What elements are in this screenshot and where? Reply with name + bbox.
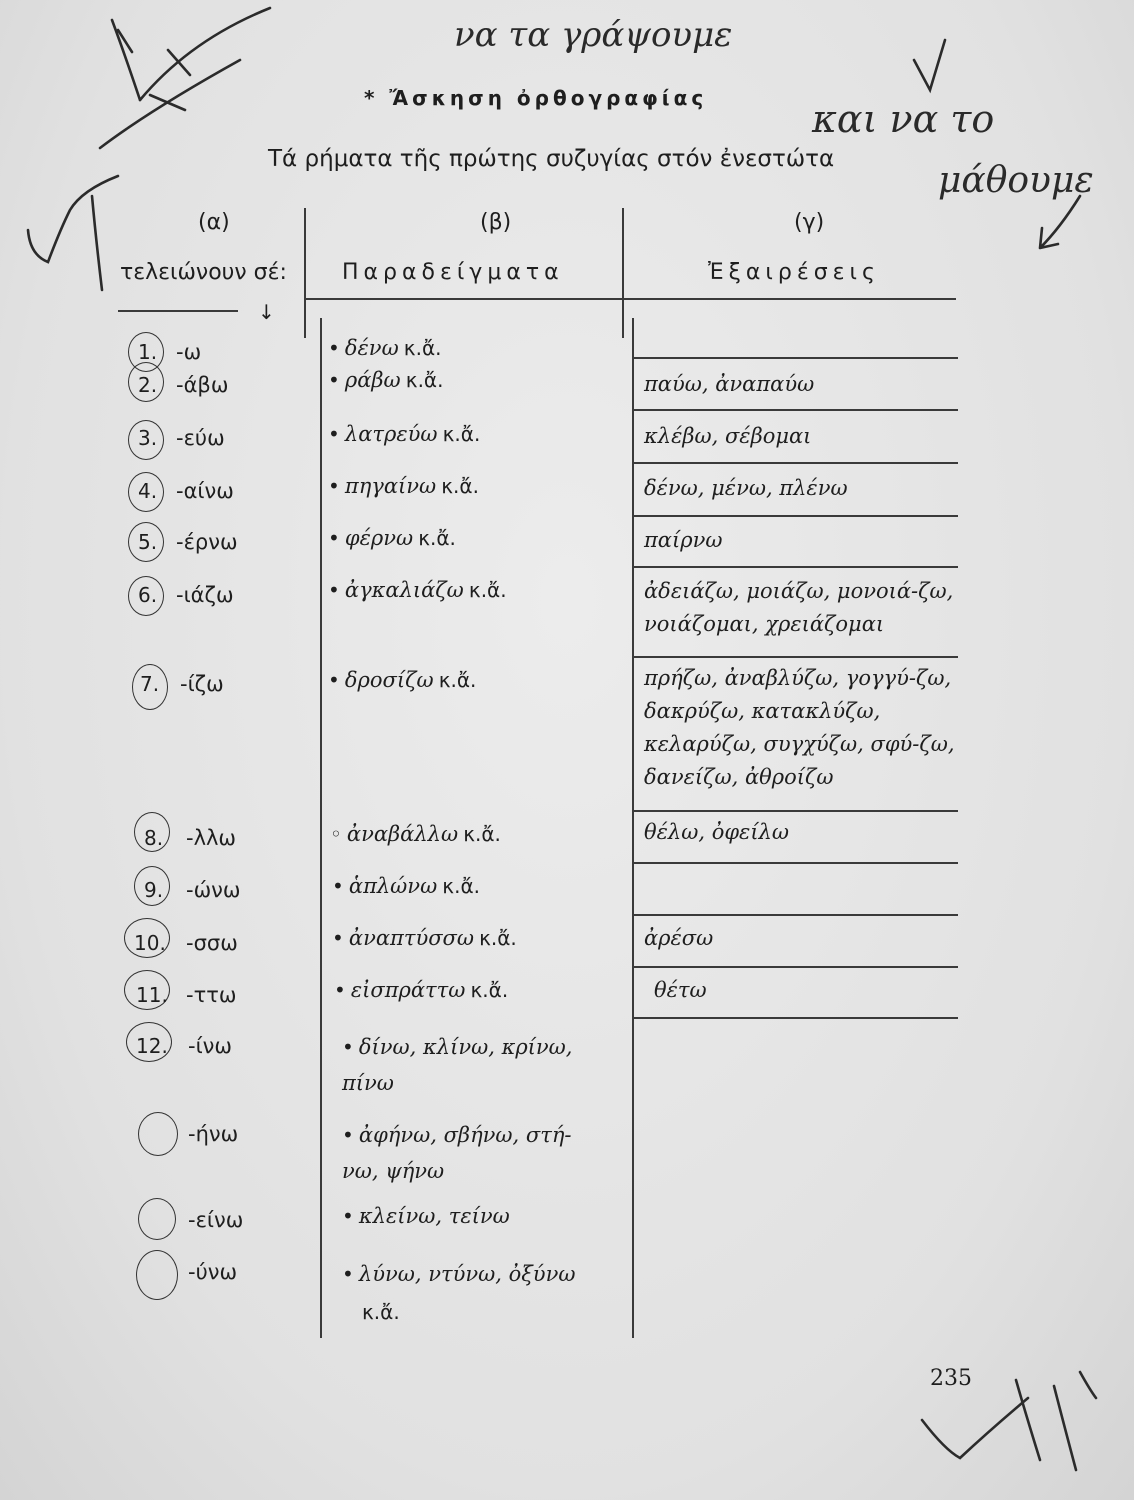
row-suffix: -ω [176,340,202,364]
row-suffix: -ύνω [188,1260,238,1284]
handwritten-note-right-2: μάθουμε [938,160,1094,201]
row-number: 12. [136,1034,168,1058]
row-exceptions: ἀδειάζω, μοιάζω, μονοιά-ζω, νοιάζομαι, χρειάζομαι [644,579,954,636]
row-exceptions: θέλω, ὀφείλω [644,820,789,844]
page-number: 235 [930,1366,972,1391]
row-example: • δένω κ.ἄ. [328,336,442,360]
column-c-label: (γ) [794,210,825,235]
row-number: 9. [144,878,164,902]
checkmark-icon [140,8,270,100]
row-example: • λύνω, ντύνω, ὀξύνω κ.ἄ. [342,1262,576,1324]
row-suffix: -άβω [176,373,229,397]
row-example: • δροσίζω κ.ἄ. [328,668,477,692]
column-b-label: (β) [480,210,512,235]
row-example: • εἰσπράττω κ.ἄ. [334,978,509,1002]
checkmark-icon [922,1398,1028,1458]
row-example: • δίνω, κλίνω, κρίνω, πίνω [342,1035,573,1095]
row-exceptions: δένω, μένω, πλένω [644,476,848,500]
row-suffix: -έρνω [176,530,238,554]
row-example: • ἀγκαλιάζω κ.ἄ. [328,578,507,602]
row-suffix: -αίνω [176,479,234,503]
row-number: 5. [138,530,158,554]
checkmark-icon [914,40,945,90]
row-suffix: -ίζω [180,672,224,696]
row-number: 11. [136,983,168,1007]
row-example: • ἀναπτύσσω κ.ἄ. [332,926,517,950]
row-example: • ράβω κ.ἄ. [328,368,444,392]
row-number: 3. [138,426,158,450]
row-example: • πηγαίνω κ.ἄ. [328,474,479,498]
down-arrow-icon: ↓ [258,300,275,324]
row-number: 2. [138,373,158,397]
column-a-caption: τελειώνουν σέ: [120,260,287,285]
column-b-caption: Παραδείγματα [342,260,564,285]
row-exceptions: παύω, ἀναπαύω [644,372,815,396]
row-example: ◦ ἀναβάλλω κ.ἄ. [330,822,501,846]
row-suffix: -εύω [176,426,225,450]
row-number: 4. [138,479,158,503]
row-exceptions: θέτω [654,978,707,1002]
row-suffix: -λλω [186,826,237,850]
row-suffix: -είνω [188,1208,244,1232]
column-c-caption: Ἐξαιρέσεις [708,260,880,285]
row-number: 6. [138,583,158,607]
row-number: 10. [134,931,166,955]
row-exceptions: κλέβω, σέβομαι [644,424,812,448]
row-example: • φέρνω κ.ἄ. [328,526,456,550]
row-exceptions: παίρνω [644,528,723,552]
row-suffix: -ήνω [188,1122,239,1146]
row-number: 1. [138,340,158,364]
row-suffix: -ιάζω [176,583,234,607]
page-subtitle: Τά ρήματα τῆς πρώτης συζυγίας στόν ἐνεστώτα [268,146,835,172]
checkmark-icon [112,20,140,100]
handwritten-note-top: να τα γράψουμε [454,15,733,55]
row-suffix: -ττω [186,983,237,1007]
arrow-icon [1040,196,1080,248]
row-suffix: -ώνω [186,878,241,902]
row-exceptions: ἀρέσω [644,926,714,950]
checkmark-icon [28,176,118,262]
row-number: 7. [140,672,160,696]
row-example: • λατρεύω κ.ἄ. [328,422,481,446]
row-suffix: -σσω [186,931,238,955]
row-exceptions: πρήζω, ἀναβλύζω, γογγύ-ζω, δακρύζω, κατακλύζω, κελαρύζω, συγχύζω, σφύ-ζω, δανείζω, ἀθροίζω [644,666,955,789]
row-example: • ἁπλώνω κ.ἄ. [332,874,480,898]
column-a-label: (α) [198,210,230,235]
row-example: • ἀφήνω, σβήνω, στή-νω, ψήνω [342,1123,572,1183]
row-number: 8. [144,826,164,850]
row-suffix: -ίνω [188,1034,232,1058]
handwritten-note-right: και να το [812,97,995,141]
row-example: • κλείνω, τείνω [342,1204,510,1228]
exercise-heading: * Ἄσκηση ὀρθογραφίας [364,86,708,110]
